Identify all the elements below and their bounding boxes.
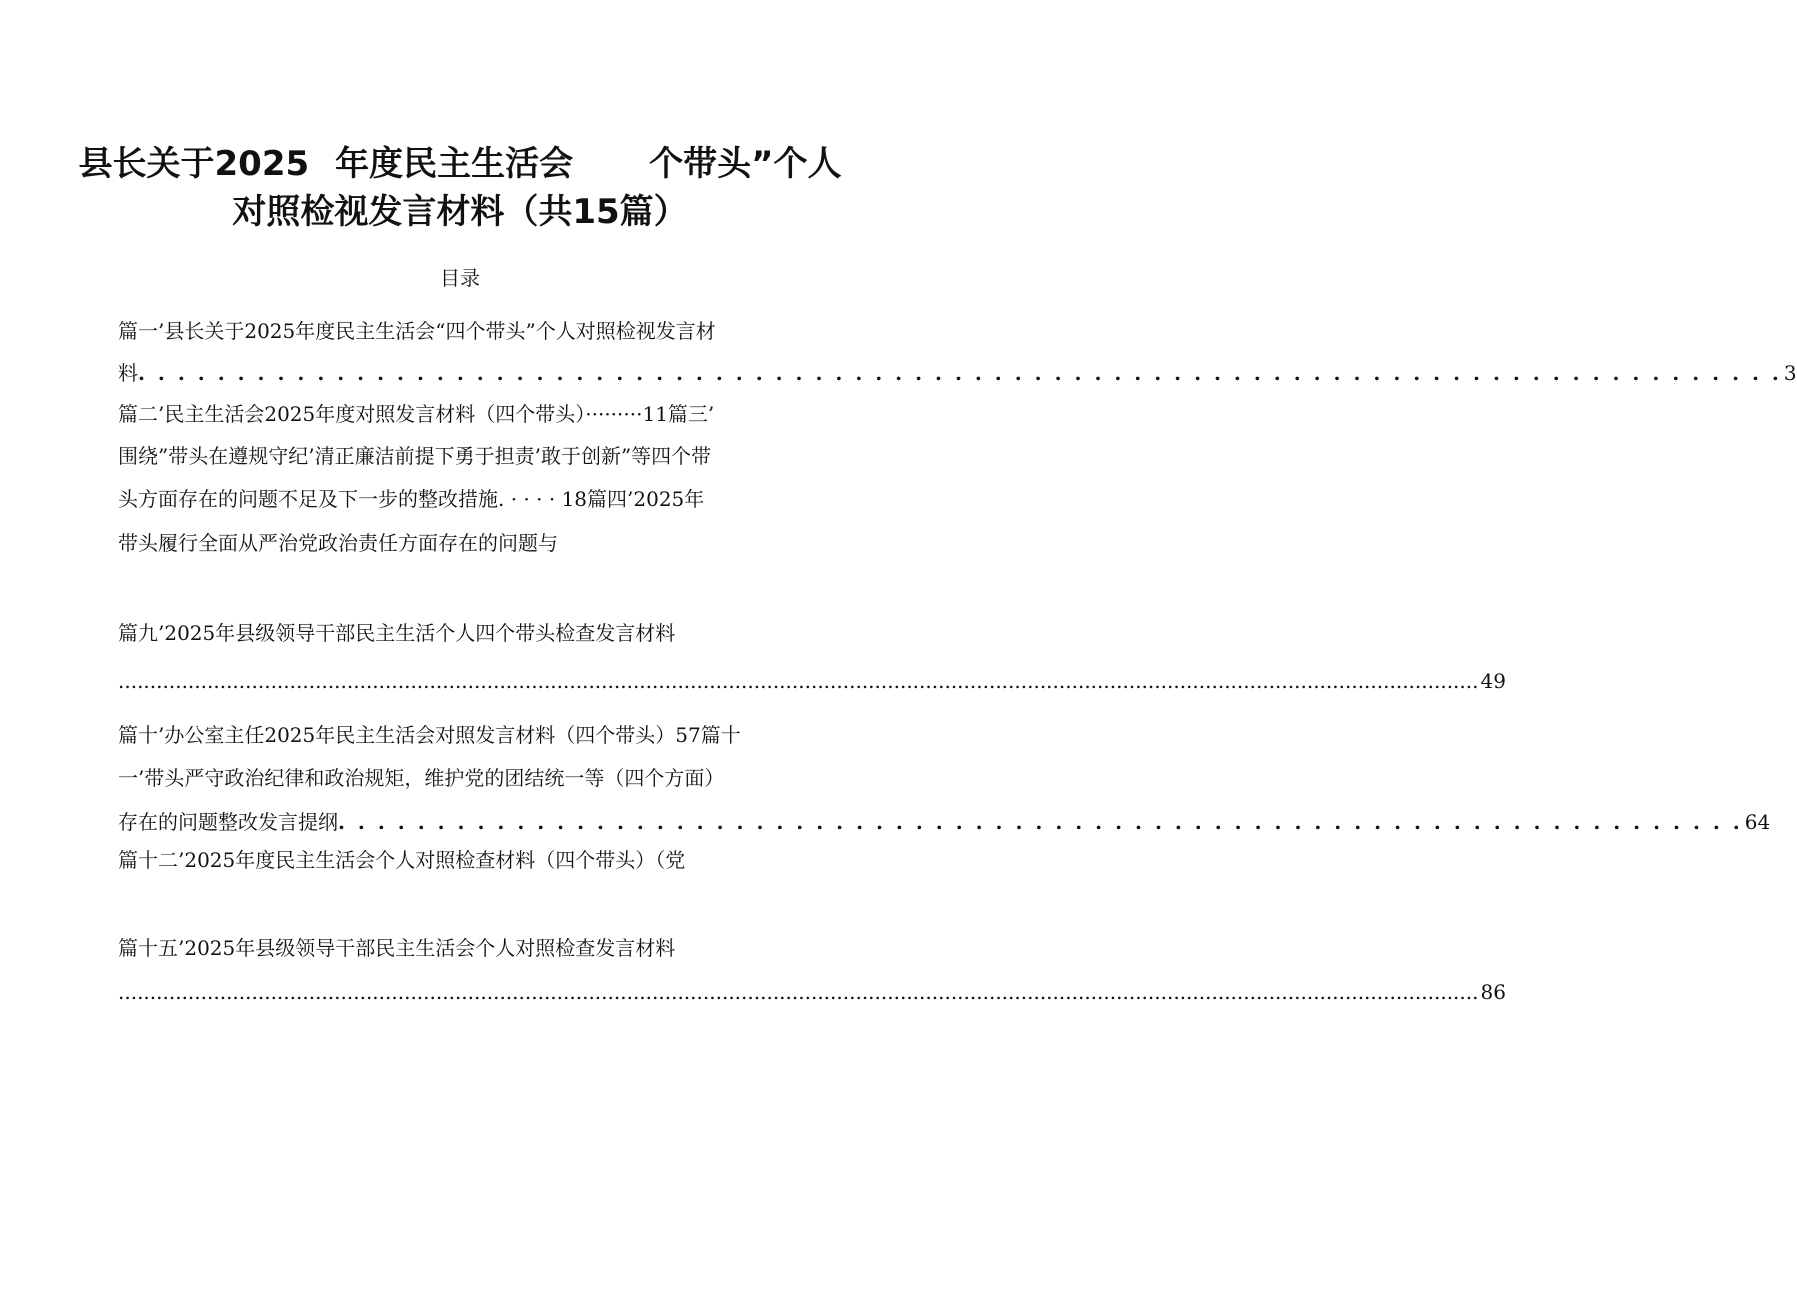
toc-page-number: 86 bbox=[1480, 980, 1506, 1004]
toc-line: 篇十’办公室主任2025年民主生活会对照发言材料（四个带头）57篇十 bbox=[118, 723, 741, 747]
toc-entry-leader bbox=[118, 977, 1506, 1007]
toc-entry-leader bbox=[118, 666, 1506, 696]
toc-entry-text: 料 bbox=[118, 361, 138, 385]
toc-line: 围绕”带头在遵规守纪’清正廉洁前提下勇于担责’敢于创新”等四个带 bbox=[118, 444, 712, 468]
title-part-1: 县长关于2025 bbox=[78, 144, 310, 184]
toc-page-number: 64 bbox=[1744, 810, 1771, 834]
document-title-line-2: 对照检视发言材料（共15篇） bbox=[232, 192, 688, 232]
toc-line: 篇九’2025年县级领导干部民主生活个人四个带头检查发言材料 bbox=[118, 621, 676, 645]
toc-line: 带头履行全面从严治党政治责任方面存在的问题与 bbox=[118, 531, 558, 555]
title-part-2: 年度民主生活会 bbox=[335, 144, 574, 184]
title-part-3: 个带头”个人 bbox=[649, 144, 842, 184]
toc-line: 一’带头严守政治纪律和政治规矩，维护党的团结统一等（四个方面） bbox=[118, 766, 725, 790]
dot-leader: ...................................................................................................................................................................................................................... bbox=[118, 980, 1479, 1004]
toc-heading: 目录 bbox=[440, 266, 480, 290]
document-title-line-1 bbox=[0, 136, 920, 185]
dot-leader: . . . . . . . . . . . . . . . . . . . . . . . . . . . . . . . . . . . . . . . . . . . . . . . . . . . . . . . . . . . . . . . . . . . . . . . . . . . . . . . . . . . bbox=[138, 361, 1782, 385]
toc-entry-leader bbox=[118, 358, 1797, 388]
toc-entry-text: 存在的问题整改发言提纲 bbox=[118, 810, 338, 834]
toc-page-number: 3 bbox=[1783, 361, 1797, 385]
toc-entry-leader bbox=[118, 807, 1771, 837]
toc-line: 篇一’县长关于2025年度民主生活会“四个带头”个人对照检视发言材 bbox=[118, 319, 716, 343]
toc-line: 篇十二’2025年度民主生活会个人对照检查材料（四个带头）（党 bbox=[118, 848, 686, 872]
toc-page-number: 49 bbox=[1480, 669, 1506, 693]
toc-line: 篇二’民主生活会2025年度对照发言材料（四个带头）·········11篇三’ bbox=[118, 402, 715, 426]
dot-leader: ...................................................................................................................................................................................................................... bbox=[118, 669, 1479, 693]
toc-line: 篇十五’2025年县级领导干部民主生活会个人对照检查发言材料 bbox=[118, 936, 676, 960]
toc-line: 头方面存在的问题不足及下一步的整改措施. · · · · 18篇四’2025年 bbox=[118, 487, 705, 511]
dot-leader: . . . . . . . . . . . . . . . . . . . . . . . . . . . . . . . . . . . . . . . . . . . . . . . . . . . . . . . . . . . . . . . . . . . . . . . bbox=[338, 810, 1743, 834]
